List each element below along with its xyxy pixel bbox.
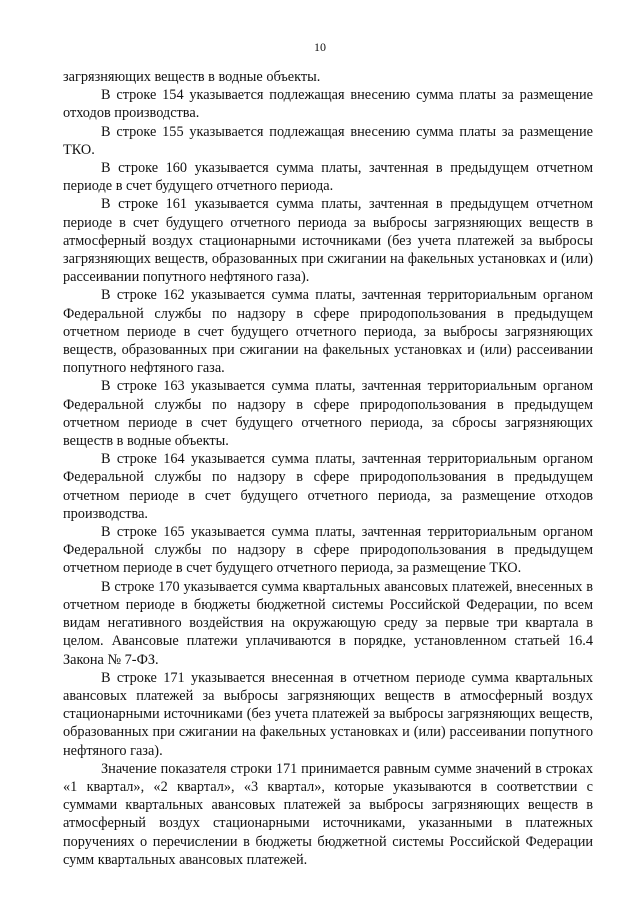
paragraph-line-160: В строке 160 указывается сумма платы, зачтенная в предыдущем отчетном периоде в счет будущего отчетного периода. (63, 160, 593, 195)
paragraph-line-171: В строке 171 указывается внесенная в отчетном периоде сумма квартальных авансовых платежей за выбросы загрязняющих веществ в атмосферный воздух стационарными источниками (без учета платежей за выбросы загрязняющих веществ, образованных при сжигании на факельных установках и (или) рассеивании попутного нефтяного газа). (63, 669, 593, 759)
paragraph-line-170: В строке 170 указывается сумма квартальных авансовых платежей, внесенных в отчетном периоде в бюджеты бюджетной системы Российской Федерации, по всем видам негативного воздействия на окружающую среду за первые три квартала в целом. Авансовые платежи уплачиваются в порядке, установленном статьей 16.4 Закона № 7-ФЗ. (63, 578, 593, 668)
paragraph-line-162: В строке 162 указывается сумма платы, зачтенная территориальным органом Федеральной службы по надзору в сфере природопользования в предыдущем отчетном периоде в счет будущего отчетного периода, за выбросы загрязняющих веществ, образованных при сжигании на факельных установках и (или) рассеивании попутного нефтяного газа. (63, 287, 593, 377)
page-number: 10 (314, 40, 326, 54)
paragraph-line-161: В строке 161 указывается сумма платы, зачтенная в предыдущем отчетном периоде в счет будущего отчетного периода за выбросы загрязняющих веществ в атмосферный воздух стационарными источниками (без учета платежей за выбросы загрязняющих веществ, образованных при сжигании на факельных установках и (или) рассеивании попутного нефтяного газа). (63, 196, 593, 286)
paragraph-line-163: В строке 163 указывается сумма платы, зачтенная территориальным органом Федеральной службы по надзору в сфере природопользования в предыдущем отчетном периоде в счет будущего отчетного периода, за сбросы загрязняющих веществ в водные объекты. (63, 378, 593, 450)
document-body (63, 68, 593, 869)
paragraph-line-155: В строке 155 указывается подлежащая внесению сумма платы за размещение ТКО. (63, 123, 593, 158)
paragraph-continuation: загрязняющих веществ в водные объекты. (63, 69, 321, 85)
paragraph-line-171-value: Значение показателя строки 171 принимается равным сумме значений в строках «1 квартал», «2 квартал», «3 квартал», которые указываются в соответствии с суммами квартальных авансовых платежей за выбросы загрязняющих веществ в атмосферный воздух стационарными источниками, указанными в платежных поручениях о перечислении в бюджеты бюджетной системы Российской Федерации сумм квартальных авансовых платежей. (63, 760, 593, 868)
paragraph-line-154: В строке 154 указывается подлежащая внесению сумма платы за размещение отходов производства. (63, 87, 593, 122)
paragraph-line-164: В строке 164 указывается сумма платы, зачтенная территориальным органом Федеральной службы по надзору в сфере природопользования в предыдущем отчетном периоде в счет будущего отчетного периода, за размещение отходов производства. (63, 451, 593, 522)
paragraph-line-165: В строке 165 указывается сумма платы, зачтенная территориальным органом Федеральной службы по надзору в сфере природопользования в предыдущем отчетном периоде в счет будущего отчетного периода, за размещение ТКО. (63, 524, 593, 577)
